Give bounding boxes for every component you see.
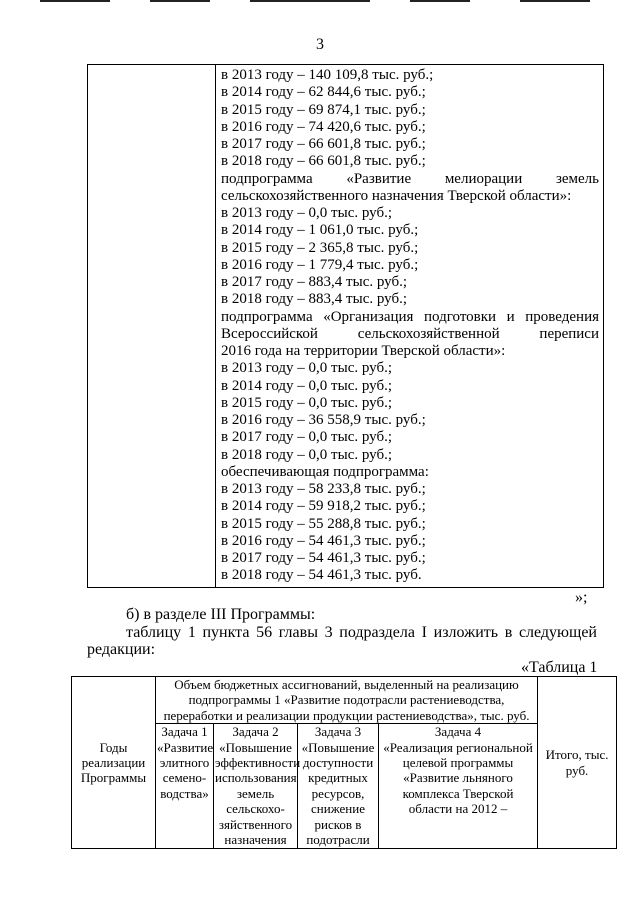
box-left-cell bbox=[88, 65, 216, 588]
task-3-header bbox=[298, 724, 379, 849]
total-header: Итого, тыс. руб. bbox=[538, 677, 617, 849]
box-line: в 2016 году – 74 420,6 тыс. руб.; bbox=[221, 118, 426, 135]
box-line: в 2014 году – 1 061,0 тыс. руб.; bbox=[221, 222, 419, 239]
task-description: «Повышение эффективности использования земель сельскохо-зяйственного назначения bbox=[215, 739, 301, 848]
table-caption: «Таблица 1 bbox=[521, 659, 598, 676]
task-title: Задача 2 bbox=[232, 724, 279, 740]
box-line: подпрограмма «Развитие мелиорации земель bbox=[221, 170, 599, 187]
task-description: «Развитие элитного семено-водства» bbox=[157, 739, 214, 801]
task-description: «Повышение доступности кредитных ресурсов, снижение рисков в подотрасли bbox=[301, 739, 375, 848]
funding-box bbox=[87, 64, 604, 588]
box-line: обеспечивающая подпрограмма: bbox=[221, 463, 429, 480]
years-header: Годы реализации Программы bbox=[72, 677, 156, 849]
box-line: в 2018 году – 883,4 тыс. руб.; bbox=[221, 291, 408, 308]
group-header: Объем бюджетных ассигнований, выделенный на реализацию подпрограммы 1 «Развитие подотрасли растениеводства, переработки и реализации продукции растениеводства», тыс. руб. bbox=[156, 677, 538, 724]
box-line: в 2017 году – 0,0 тыс. руб.; bbox=[221, 429, 393, 446]
task-1-header bbox=[156, 724, 214, 849]
box-line: подпрограмма «Организация подготовки и проведения bbox=[221, 308, 599, 325]
task-title: Задача 3 bbox=[314, 724, 362, 740]
box-line: в 2014 году – 0,0 тыс. руб.; bbox=[221, 377, 393, 394]
box-line: 2016 года на территории Тверской области»: bbox=[221, 343, 506, 359]
box-line: в 2016 году – 36 558,9 тыс. руб.; bbox=[221, 412, 426, 428]
task-2-header bbox=[214, 724, 301, 849]
box-line: в 2017 году – 54 461,3 тыс. руб.; bbox=[221, 550, 426, 566]
box-line: в 2015 году – 2 365,8 тыс. руб.; bbox=[221, 239, 419, 256]
task-4-header bbox=[379, 724, 538, 849]
box-line: в 2018 году – 54 461,3 тыс. руб. bbox=[221, 567, 422, 584]
box-line: в 2016 году – 54 461,3 тыс. руб.; bbox=[221, 532, 426, 549]
box-line: в 2015 году – 55 288,8 тыс. руб.; bbox=[221, 515, 426, 532]
paragraph-b: б) в разделе III Программы: bbox=[126, 606, 316, 623]
paragraph-table-line-2: редакции: bbox=[87, 641, 156, 658]
box-line: сельскохозяйственного назначения Тверской области»: bbox=[221, 187, 572, 204]
box-line: в 2014 году – 62 844,6 тыс. руб.; bbox=[221, 84, 426, 101]
task-title: Задача 4 bbox=[434, 724, 482, 740]
box-line: Всероссийской сельскохозяйственной переписи bbox=[221, 325, 599, 342]
page-number: 3 bbox=[316, 36, 324, 53]
task-title: Задача 1 bbox=[161, 724, 208, 740]
box-line: в 2017 году – 883,4 тыс. руб.; bbox=[221, 274, 408, 290]
box-line: в 2017 году – 66 601,8 тыс. руб.; bbox=[221, 136, 426, 152]
box-line: в 2018 году – 0,0 тыс. руб.; bbox=[221, 446, 393, 463]
box-line: в 2013 году – 140 109,8 тыс. руб.; bbox=[221, 67, 434, 83]
box-line: в 2015 году – 0,0 тыс. руб.; bbox=[221, 394, 393, 411]
task-description: «Реализация региональной целевой программы «Развитие льняного комплекса Тверской области на 2012 – bbox=[383, 739, 533, 817]
box-line: в 2014 году – 59 918,2 тыс. руб.; bbox=[221, 498, 426, 515]
paragraph-table-line-1: таблицу 1 пункта 56 главы 3 подраздела I изложить в следующей bbox=[126, 624, 597, 641]
budget-table bbox=[71, 676, 617, 849]
box-line: в 2015 году – 69 874,1 тыс. руб.; bbox=[221, 101, 426, 118]
box-right-cell bbox=[216, 65, 604, 588]
scan-top-edge-marks bbox=[0, 0, 640, 4]
box-line: в 2013 году – 58 233,8 тыс. руб.; bbox=[221, 481, 426, 497]
box-line: в 2013 году – 0,0 тыс. руб.; bbox=[221, 205, 393, 221]
box-line: в 2018 году – 66 601,8 тыс. руб.; bbox=[221, 153, 426, 170]
closing-quote: »; bbox=[575, 589, 588, 606]
box-line: в 2016 году – 1 779,4 тыс. руб.; bbox=[221, 256, 419, 273]
box-line: в 2013 году – 0,0 тыс. руб.; bbox=[221, 360, 393, 377]
